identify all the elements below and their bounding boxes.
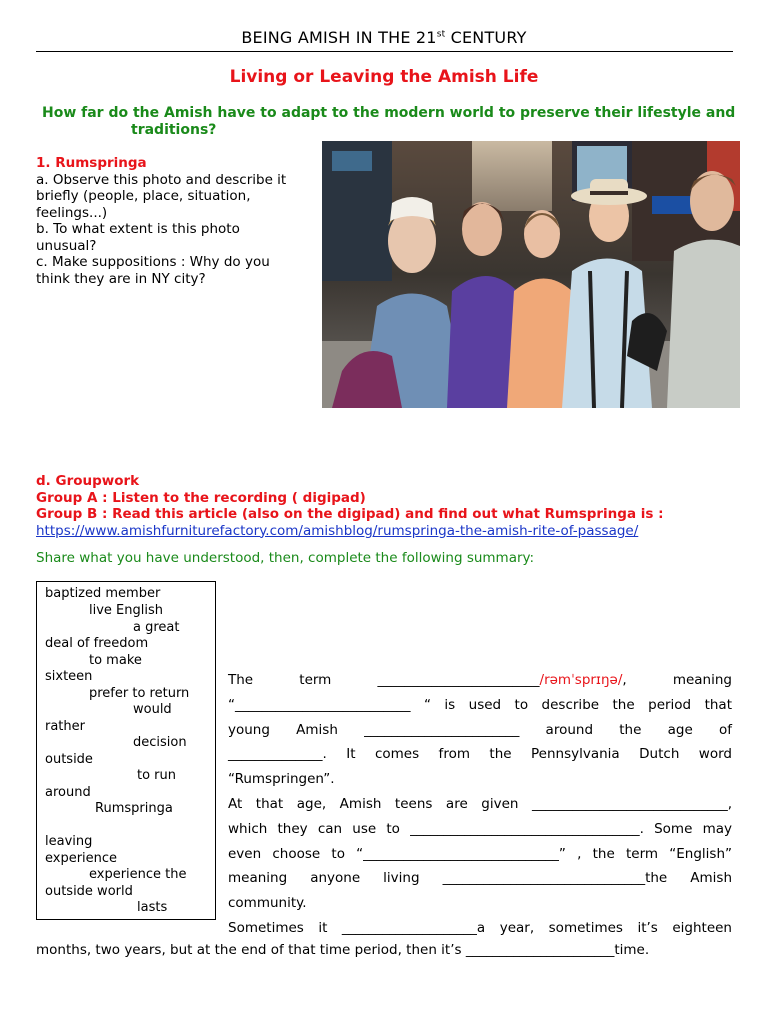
article-link[interactable]: https://www.amishfurniturefactory.com/amishblog/rumspringa-the-amish-rite-of-passage/ [36,522,639,539]
word-bank-item: experience [45,851,118,866]
instruction-line: briefly (people, place, situation, [36,188,251,204]
group-b-instruction: Group B : Read this article (also on the digipad) and find out what Rumspringa is : [36,506,664,522]
word-bank-item: to run [137,768,177,783]
summary-line: which they can use to __________________________________. Some may [228,820,732,837]
summary-line: The term ________________________/rəmˈsprɪŋə/, meaning [228,672,732,688]
summary-line: “Rumspringen”. [228,771,335,788]
word-bank-item: lasts [137,900,168,915]
instruction-line: b. To what extent is this photo [36,221,240,237]
word-bank-item: Rumspringa [95,801,173,816]
instruction-line: feelings...) [36,204,108,221]
word-bank-item: would [133,702,172,717]
word-bank-item: rather [45,719,85,734]
section-heading: 1. Rumspringa [36,155,147,171]
groupwork-heading: d. Groupwork [36,473,140,489]
summary-line: “__________________________ “ is used to describe the period that [228,696,732,713]
summary-final-line: months, two years, but at the end of that time period, then it’s ______________________time. [36,942,650,958]
summary-line: community. [228,895,307,912]
groupwork-section [36,473,756,539]
word-bank-item: baptized member [45,586,161,601]
guiding-question: How far do the Amish have to adapt to the modern world to preserve their lifestyle and traditions? [42,105,736,138]
word-bank-item: leaving [45,834,93,849]
word-bank-item: live English [89,603,163,618]
summary-paragraph [228,668,732,941]
word-bank-item: experience the [89,867,187,882]
title-divider [36,51,733,52]
word-bank-item: around [45,785,91,800]
word-bank-item: outside world [45,884,133,899]
summary-line: ______________. It comes from the Pennsylvania Dutch word [228,746,732,763]
summary-line: even choose to “_____________________________” , the term “English” [228,845,732,862]
summary-line: Sometimes it ____________________a year, sometimes it’s eighteen [228,919,732,936]
subtitle: Living or Leaving the Amish Life [229,67,539,87]
rumspringa-section [36,155,306,287]
instruction-line: c. Make suppositions : Why do you [36,254,270,270]
instruction-line: a. Observe this photo and describe it [36,171,287,188]
word-bank-item: prefer to return [89,686,190,701]
instruction-line: think they are in NY city? [36,270,206,287]
word-bank-item: decision [133,735,187,750]
word-bank-item: to make [89,653,142,668]
summary-line: At that age, Amish teens are given _____________________________, [228,795,732,812]
pronunciation: /rəmˈsprɪŋə/ [539,672,623,688]
word-bank-box [36,581,216,920]
summary-instruction: Share what you have understood, then, complete the following summary: [36,550,535,566]
word-bank-item: deal of freedom [45,636,149,651]
page-title: BEING AMISH IN THE 21st CENTURY [241,28,527,47]
word-bank-item: outside [45,752,93,767]
instruction-line: unusual? [36,237,97,254]
word-bank-item: a great [133,620,180,635]
times-square-photo [322,141,740,408]
summary-line: meaning anyone living ______________________________the Amish [228,870,732,887]
group-a-instruction: Group A : Listen to the recording ( digipad) [36,489,366,506]
word-bank-item: sixteen [45,669,93,684]
summary-line: young Amish _______________________ around the age of [228,721,732,738]
